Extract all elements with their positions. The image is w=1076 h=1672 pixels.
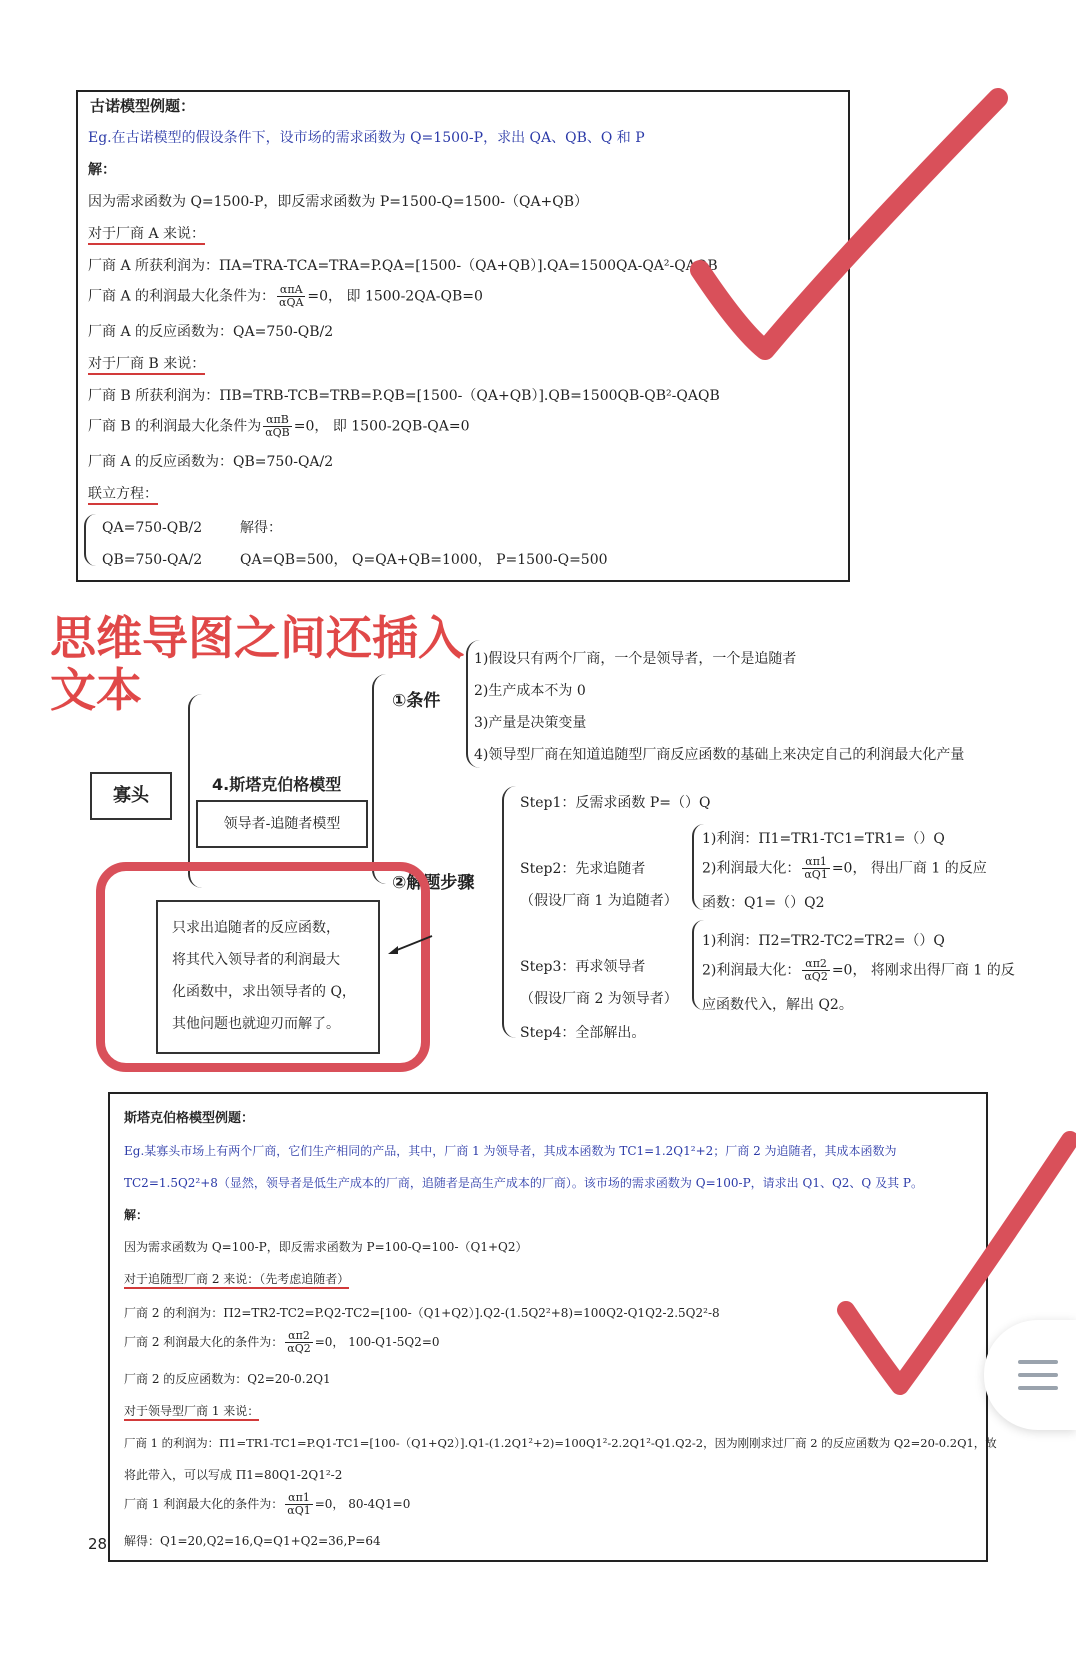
stackelberg-model-node: 4.斯塔克伯格模型 <box>212 775 342 794</box>
cournot-line-8: 厂商 B 的利润最大化条件为 $\frac{\text{απB}}{\text{αQB}}$ =0， 即 1500-2QB-QA=0 <box>88 413 470 439</box>
steps-brace <box>502 786 518 1038</box>
step-2-assumption: （假设厂商 1 为追随者） <box>520 893 678 909</box>
step-1: Step1：反需求函数 P=（）Q <box>520 795 711 811</box>
cournot-solution: QA=QB=500， Q=QA+QB=1000， P=1500-Q=500 <box>240 552 608 568</box>
red-checkmark-icon <box>680 80 1010 370</box>
stackelberg-line-7: 厂商 1 的利润为：Π1=TR1-TC1=P.Q1-TC1=[100-（Q1+Q2）].Q1-(1.2Q1²+2)=100Q1²-2.2Q1²-Q1.Q2-2，因为刚刚求过厂商 2 的反应函数为 Q2=20-0.2Q1，故 <box>124 1436 997 1450</box>
page-number: 28 <box>88 1535 108 1553</box>
stackelberg-question-2: TC2=1.5Q2²+8（显然，领导者是低生产成本的厂商，追随者是高生产成本的厂商）。该市场的需求函数为 Q=100-P，请求出 Q1、Q2、Q 及其 P。 <box>124 1176 923 1190</box>
step-3-assumption: （假设厂商 2 为领导者） <box>520 991 678 1007</box>
stackelberg-line-1: 因为需求函数为 Q=100-P，即反需求函数为 P=100-Q=100-（Q1+Q2） <box>124 1240 528 1254</box>
stackelberg-line-3: 厂商 2 的利润为：Π2=TR2-TC2=P.Q2-TC2=[100-（Q1+Q2）].Q2-(1.5Q2²+8)=100Q2-Q1Q2-2.5Q2²-8 <box>124 1306 720 1320</box>
step-3-title: Step3：再求领导者 <box>520 959 646 975</box>
model-brace <box>372 674 388 884</box>
note-box-line-2: 将其代入领导者的利润最大 <box>172 952 340 968</box>
cournot-line-1: 因为需求函数为 Q=1500-P，即反需求函数为 P=1500-Q=1500-（QA+QB） <box>88 194 589 210</box>
cournot-eq-2: QB=750-QA/2 <box>102 552 203 568</box>
cournot-line-4: 厂商 A 的利润最大化条件为： $\frac{\text{απA}}{\text{αQA}}$ =0， 即 1500-2QA-QB=0 <box>88 283 483 309</box>
step-3-substitute: 应函数代入，解出 Q2。 <box>702 997 853 1013</box>
cournot-question: Eg.在古诺模型的假设条件下，设市场的需求函数为 Q=1500-P，求出 QA、QB、Q 和 P <box>88 130 645 146</box>
steps-node: ②解题步骤 <box>392 873 475 893</box>
stackelberg-line-5: 厂商 2 的反应函数为：Q2=20-0.2Q1 <box>124 1372 331 1386</box>
inserted-text-box <box>156 900 380 1054</box>
cournot-firm-b-heading: 对于厂商 B 来说： <box>88 356 205 375</box>
cournot-title: 古诺模型例题： <box>90 97 196 115</box>
cournot-system-heading: 联立方程： <box>88 486 158 505</box>
cournot-solution-label: 解： <box>88 162 116 178</box>
step-4: Step4：全部解出。 <box>520 1025 646 1041</box>
leader-follower-node: 领导者-追随者模型 <box>196 800 368 848</box>
note-box-line-3: 化函数中，求出领导者的 Q， <box>172 984 356 1000</box>
cournot-line-3: 厂商 A 所获利润为：ΠA=TRA-TCA=TRA=P.QA=[1500-（QA+QB）].QA=1500QA-QA²-QAQB <box>88 258 718 274</box>
hamburger-menu-icon <box>1018 1360 1058 1364</box>
pointer-arrow-icon <box>384 932 436 958</box>
step-3-max: 2)利润最大化： $\frac{\alpha\pi 2}{\alpha Q2}$ =0， 将刚求出得厂商 1 的反 <box>702 957 1015 983</box>
stackelberg-question-1: Eg.某寡头市场上有两个厂商，它们生产相同的产品，其中，厂商 1 为领导者，其成本函数为 TC1=1.2Q1²+2；厂商 2 为追随者，其成本函数为 <box>124 1144 897 1158</box>
step-2-reaction: 函数：Q1=（）Q2 <box>702 895 825 911</box>
condition-4: 4)领导型厂商在知道追随型厂商反应函数的基础上来决定自己的利润最大化产量 <box>474 747 965 763</box>
cournot-eq-1: QA=750-QB/2 <box>102 520 203 536</box>
stackelberg-solution: 解得：Q1=20,Q2=16,Q=Q1+Q2=36,P=64 <box>124 1534 381 1548</box>
stackelberg-leader-heading: 对于领导型厂商 1 来说： <box>124 1404 259 1421</box>
floating-menu-button[interactable] <box>984 1320 1076 1430</box>
cournot-solved-label: 解得： <box>240 520 282 536</box>
step-3-profit: 1)利润：Π2=TR2-TC2=TR2=（）Q <box>702 933 945 949</box>
condition-3: 3)产量是决策变量 <box>474 715 587 731</box>
stackelberg-solution-label: 解： <box>124 1208 149 1222</box>
conditions-node: ①条件 <box>392 691 441 711</box>
cournot-line-9: 厂商 A 的反应函数为：QB=750-QA/2 <box>88 454 334 470</box>
note-box-line-1: 只求出追随者的反应函数， <box>172 920 340 936</box>
stackelberg-title: 斯塔克伯格模型例题： <box>124 1111 255 1126</box>
annotation-note-line-1: 思维导图之间还插入 <box>50 611 464 665</box>
step-2-title: Step2：先求追随者 <box>520 861 646 877</box>
root-node-oligopoly: 寡头 <box>90 772 172 820</box>
condition-2: 2)生产成本不为 0 <box>474 683 586 699</box>
step-2-max: 2)利润最大化： $\frac{\alpha\pi 1}{\alpha Q1}$ =0， 得出厂商 1 的反应 <box>702 855 987 881</box>
cournot-firm-a-heading: 对于厂商 A 来说： <box>88 226 205 245</box>
stackelberg-line-4: 厂商 2 利润最大化的条件为： $\frac{\alpha\pi 2}{\alpha Q2}$ =0， 100-Q1-5Q2=0 <box>124 1329 440 1355</box>
stackelberg-line-8: 将此带入，可以写成 Π1=80Q1-2Q1²-2 <box>124 1468 343 1482</box>
annotation-note-line-2: 文本 <box>50 663 142 717</box>
cournot-line-5: 厂商 A 的反应函数为：QA=750-QB/2 <box>88 324 334 340</box>
system-brace <box>84 514 96 566</box>
stackelberg-follower-heading: 对于追随型厂商 2 来说：（先考虑追随者） <box>124 1272 349 1289</box>
condition-1: 1)假设只有两个厂商，一个是领导者，一个是追随者 <box>474 651 797 667</box>
stackelberg-line-9: 厂商 1 利润最大化的条件为： $\frac{\alpha\pi 1}{\alpha Q1}$ =0， 80-4Q1=0 <box>124 1491 411 1517</box>
root-brace <box>188 694 204 888</box>
step-2-profit: 1)利润：Π1=TR1-TC1=TR1=（）Q <box>702 831 945 847</box>
note-box-line-4: 其他问题也就迎刃而解了。 <box>172 1016 340 1032</box>
cournot-line-7: 厂商 B 所获利润为：ΠB=TRB-TCB=TRB=P.QB=[1500-（QA+QB）].QB=1500QB-QB²-QAQB <box>88 388 720 404</box>
